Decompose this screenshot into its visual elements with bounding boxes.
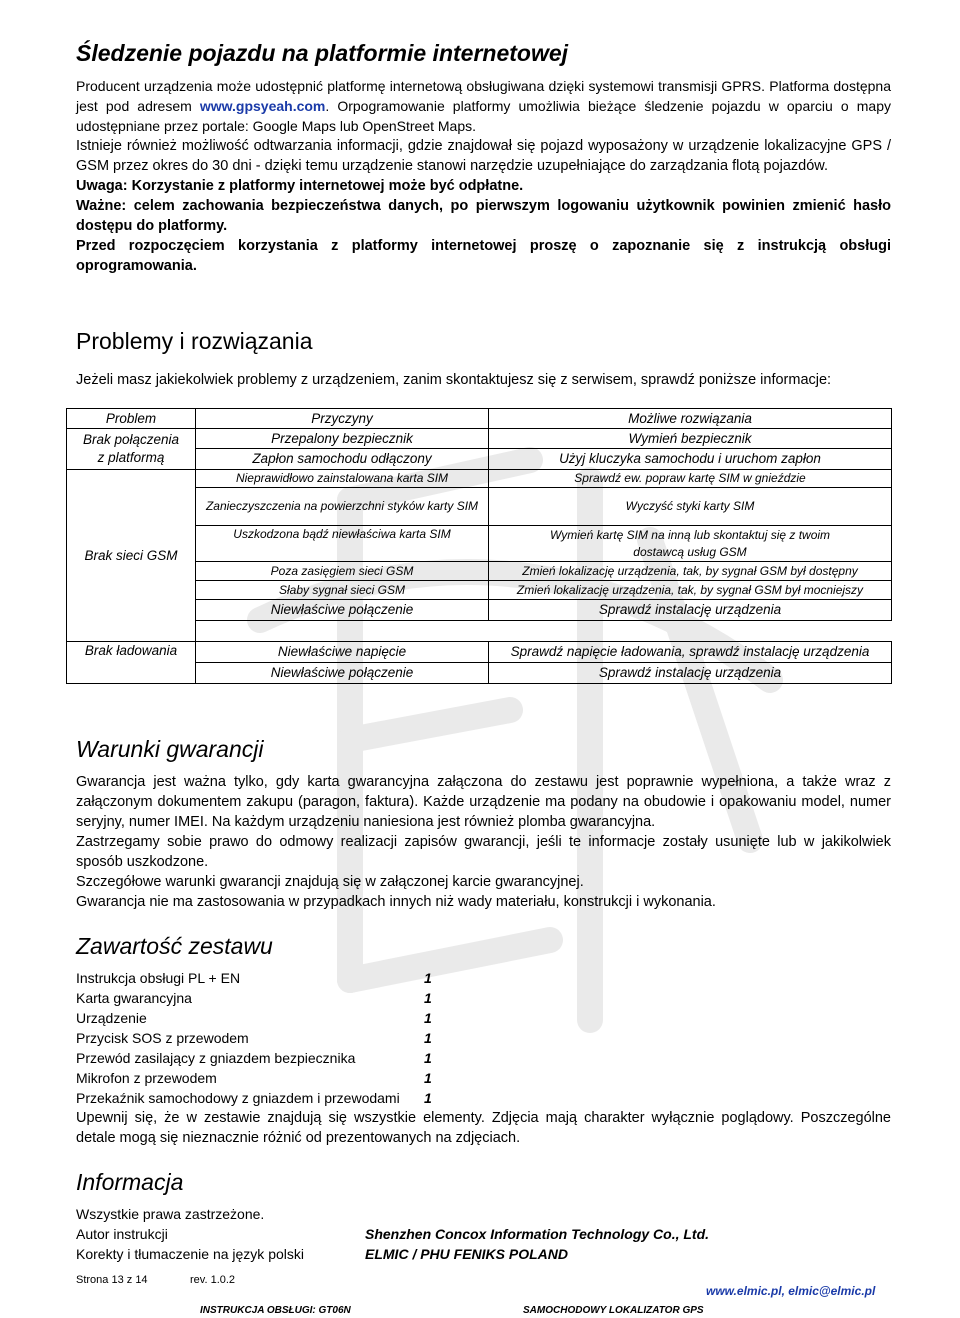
cause-cell: Poza zasięgiem sieci GSM <box>196 562 489 581</box>
footer-web-link[interactable]: www.elmic.pl, elmic@elmic.pl <box>706 1284 876 1298</box>
footer-product: SAMOCHODOWY LOKALIZATOR GPS <box>523 1305 704 1316</box>
list-item: Przewód zasilający z gniazdem bezpiecznika 1 <box>76 1050 432 1066</box>
solution-cell: Wymień kartę SIM na inną lub skontaktuj się z twoim dostawcą usług GSM <box>489 526 892 562</box>
table-header-row <box>67 409 892 429</box>
table-row <box>67 470 892 488</box>
kit-note: Upewnij się, że w zestawie znajdują się wszystkie elementy. Zdjęcia mają charakter wyłącznie poglądowy. Poszczególne detale mogą się nieznacznie różnić od prezentowanych na zdjęciach. <box>76 1110 891 1146</box>
solution-cell: Sprawdź ew. popraw kartę SIM w gnieździe <box>489 470 892 488</box>
tracking-paragraph-2: Istnieje również możliwość odtwarzania informacji, gdzie znajdował się pojazd wyposażony w urządzenie lokalizacyjne GPS / GSM przez okres do 30 dni - dzięki temu urządzenie stanowi narzędzie uzupełniające do zarządzania flotą pojazdów. <box>76 138 891 174</box>
tracking-important: Ważne: celem zachowania bezpieczeństwa danych, po pierwszym logowaniu użytkownik powinien zmienić hasło dostępu do platformy. <box>76 198 891 234</box>
list-item: Instrukcja obsługi PL + EN 1 <box>76 970 432 986</box>
cause-cell: Zanieczyszczenia na powierzchni styków karty SIM <box>196 488 489 526</box>
list-item: Urządzenie 1 <box>76 1010 432 1026</box>
warranty-paragraph-2: Zastrzegamy sobie prawo do odmowy realizacji zapisów gwarancji, jeśli te informacje zostały usunięte lub w jakikolwiek sposób uszkodzone. <box>76 834 891 870</box>
footer-doc: INSTRUKCJA OBSŁUGI: GT06N <box>200 1305 351 1316</box>
header-causes: Przyczyny <box>196 409 489 429</box>
header-solutions: Możliwe rozwiązania <box>489 409 892 429</box>
warranty-paragraph-3: Szczegółowe warunki gwarancji znajdują się w załączonej karcie gwarancyjnej. <box>76 874 584 890</box>
cause-cell: Słaby sygnał sieci GSM <box>196 581 489 600</box>
cause-cell: Nieprawidłowo zainstalowana karta SIM <box>196 470 489 488</box>
problem-cell: Brak sieci GSM <box>67 470 196 642</box>
solution-cell: Sprawdź instalację urządzenia <box>489 663 892 684</box>
revision: rev. 1.0.2 <box>190 1274 236 1286</box>
cause-cell: Przepalony bezpiecznik <box>196 429 489 449</box>
section-title-warranty: Warunki gwarancji <box>76 736 264 762</box>
header-problem: Problem <box>67 409 196 429</box>
rights-text: Wszystkie prawa zastrzeżone. <box>76 1206 265 1222</box>
list-item: Karta gwarancyjna 1 <box>76 990 432 1006</box>
list-item: Przekaźnik samochodowy z gniazdem i przewodami 1 <box>76 1090 432 1106</box>
solution-cell: Zmień lokalizację urządzenia, tak, by sygnał GSM był mocniejszy <box>489 581 892 600</box>
table-row <box>67 642 892 663</box>
warranty-paragraph-4: Gwarancja nie ma zastosowania w przypadkach innych niż wady materiału, konstrukcji i wykonania. <box>76 894 716 910</box>
list-item: Przycisk SOS z przewodem 1 <box>76 1030 432 1046</box>
solution-cell: Sprawdź napięcie ładowania, sprawdź instalację urządzenia <box>489 642 892 663</box>
tracking-warning: Uwaga: Korzystanie z platformy internetowej może być odpłatne. <box>76 178 524 194</box>
problem-cell: Brak połączenia z platformą <box>67 429 196 470</box>
solution-cell: Wyczyść styki karty SIM <box>489 488 892 526</box>
cause-cell: Zapłon samochodu odłączony <box>196 449 489 470</box>
tracking-instructions-note: Przed rozpoczęciem korzystania z platformy internetowej proszę o zapoznanie się z instrukcją obsługi oprogramowania. <box>76 238 891 274</box>
solution-cell: Zmień lokalizację urządzenia, tak, by sygnał GSM był dostępny <box>489 562 892 581</box>
solution-cell: Wymień bezpiecznik <box>489 429 892 449</box>
section-title-kit: Zawartość zestawu <box>76 933 273 959</box>
page-number: Strona 13 z 14 <box>76 1274 148 1286</box>
solution-cell: Sprawdź instalację urządzenia <box>489 600 892 621</box>
section-title-tracking: Śledzenie pojazdu na platformie internetowej <box>76 40 569 66</box>
warranty-paragraph-1: Gwarancja jest ważna tylko, gdy karta gwarancyjna załączona do zestawu jest poprawnie wypełniona, a także wraz z załączonym dokumentem zakupu (paragon, faktura). Każde urządzenie ma podany na obudowie i opakowaniu model, numer seryjny, numer IMEI. Na każdym urządzeniu naniesiona jest również plomba gwarancyjna. <box>76 774 891 830</box>
author-row: Autor instrukcji Shenzhen Concox Information Technology Co., Ltd. <box>76 1226 710 1242</box>
cause-cell: Niewłaściwe napięcie <box>196 642 489 663</box>
solution-cell: Użyj kluczyka samochodu i uruchom zapłon <box>489 449 892 470</box>
platform-link[interactable]: www.gpsyeah.com <box>199 98 326 114</box>
problems-table <box>66 408 892 684</box>
tracking-paragraph-1: Producent urządzenia może udostępnić platformę internetową obsługiwana dzięki systemowi transmisji GPRS. Platforma dostępna jest pod adresem www.gpsyeah.com. Orpogramowanie platformy umożliwia bieżące śledzenie pojazdu w oparciu o mapy udostępniane przez portale: Google Maps lub OpenStreet Maps. <box>76 78 891 134</box>
problem-cell: Brak ładowania <box>67 642 196 684</box>
cause-cell: Niewłaściwe połączenie <box>196 663 489 684</box>
list-item: Mikrofon z przewodem 1 <box>76 1070 432 1086</box>
table-row <box>67 429 892 449</box>
section-title-info: Informacja <box>76 1169 184 1195</box>
cause-cell: Uszkodzona bądź niewłaściwa karta SIM <box>196 526 489 562</box>
cause-cell: Niewłaściwe połączenie <box>196 600 489 621</box>
problems-intro: Jeżeli masz jakiekolwiek problemy z urządzeniem, zanim skontaktujesz się z serwisem, sprawdź poniższe informacje: <box>76 372 832 388</box>
translation-row: Korekty i tłumaczenie na język polski ELMIC / PHU FENIKS POLAND <box>76 1246 569 1262</box>
section-title-problems: Problemy i rozwiązania <box>76 328 313 354</box>
